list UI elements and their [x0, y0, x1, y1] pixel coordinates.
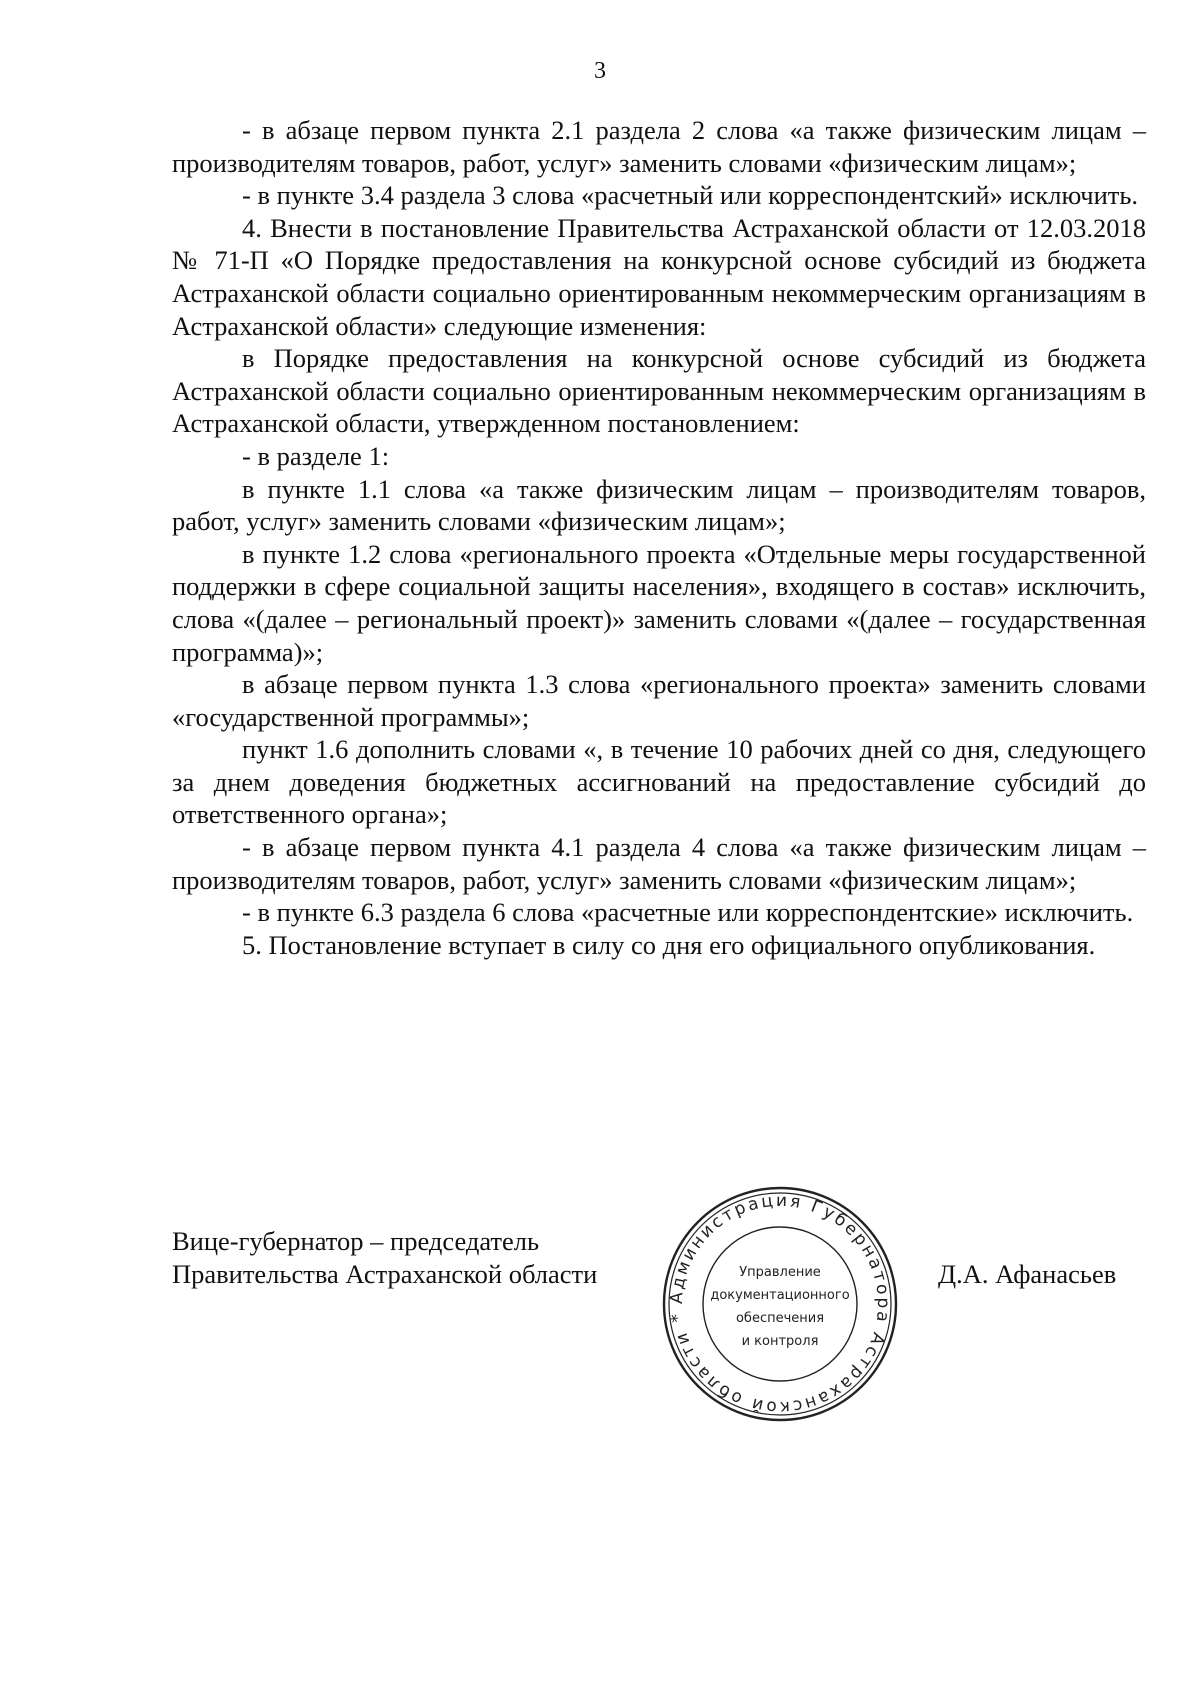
stamp-inner-ring — [703, 1227, 857, 1381]
stamp-inner-line-2: документационного — [710, 1288, 850, 1303]
stamp-inner-line-3: обеспечения — [735, 1311, 825, 1326]
paragraph: пункт 1.6 дополнить словами «, в течение 10 рабочих дней со дня, следующего за днем доведения бюджетных ассигнований на предоставление субсидий до ответственного органа»; — [172, 734, 1146, 830]
stamp-inner-line-4: и контроля — [741, 1334, 819, 1349]
signer-position-line-1: Вице-губернатор – председатель — [172, 1226, 540, 1256]
signer-position-line-2: Правительства Астраханской области — [172, 1259, 598, 1289]
signer-name: Д.А. Афанасьев — [938, 1259, 1117, 1289]
paragraph: в Порядке предоставления на конкурсной основе субсидий из бюджета Астраханской области социально ориентированным некоммерческим организациям в Астраханской области, утвержденном постановлением: — [172, 343, 1146, 439]
paragraph: - в пункте 6.3 раздела 6 слова «расчетные или корреспондентские» исключить. — [242, 897, 1134, 928]
document-body — [172, 114, 1146, 961]
official-stamp — [660, 1184, 900, 1424]
stamp-inner-line-1: Управление — [739, 1265, 821, 1280]
paragraph: в пункте 1.2 слова «регионального проекта «Отдельные меры государственной поддержки в сфере социальной защиты населения», входящего в состав» исключить, слова «(далее – региональный проект)» заменить словами «(далее – государственная программа)»; — [172, 538, 1146, 667]
paragraph: 4. Внести в постановление Правительства Астраханской области от 12.03.2018 № 71-П «О Порядке предоставления на конкурсной основе субсидий из бюджета Астраханской области социально ориентированным некоммерческим организациям в Астраханской области» следующие изменения: — [172, 212, 1146, 341]
paragraph: - в абзаце первом пункта 2.1 раздела 2 слова «а также физическим лицам – производителям товаров, работ, услуг» заменить словами «физическим лицам»; — [172, 115, 1146, 178]
paragraph: в абзаце первом пункта 1.3 слова «регионального проекта» заменить словами «государственной программы»; — [172, 669, 1146, 732]
page-number: 3 — [594, 58, 606, 84]
stamp-outer-text: Администрация Губернатора Астраханской области * — [666, 1190, 894, 1418]
paragraph: в пункте 1.1 слова «а также физическим лицам – производителям товаров, работ, услуг» заменить словами «физическим лицам»; — [172, 473, 1146, 537]
stamp-outer-ring — [664, 1188, 896, 1420]
paragraph: 5. Постановление вступает в силу со дня его официального опубликования. — [242, 929, 1096, 960]
signature-position — [172, 1225, 597, 1291]
paragraph: - в абзаце первом пункта 4.1 раздела 4 слова «а также физическим лицам – производителям товаров, работ, услуг» заменить словами «физическим лицам»; — [172, 832, 1146, 895]
paragraph: - в разделе 1: — [242, 440, 390, 471]
paragraph: - в пункте 3.4 раздела 3 слова «расчетный или корреспондентский» исключить. — [242, 180, 1139, 211]
